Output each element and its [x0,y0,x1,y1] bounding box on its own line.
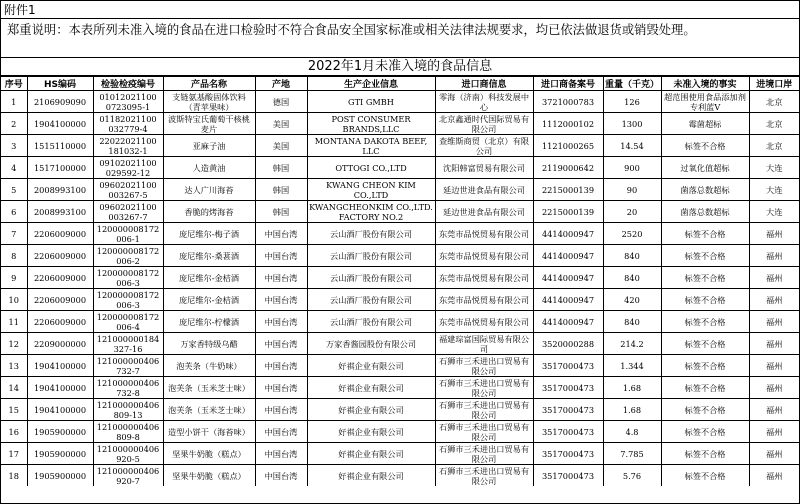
cell-origin: 中国台湾 [255,421,307,443]
cell-rejection-reason: 标签不合格 [661,223,749,245]
cell-manufacturer: 好祺企业有限公司 [307,399,435,421]
table-row [1,267,799,289]
cell-inspection-no: 120000008172 006-3 [93,289,163,311]
table-row [1,245,799,267]
cell-hs-code: 2206009000 [27,289,93,311]
cell-importer-record-no: 4414000947 [533,311,603,333]
cell-rejection-reason: 标签不合格 [661,289,749,311]
cell-seq: 18 [1,465,27,487]
cell-hs-code: 1517100000 [27,157,93,179]
table-row [1,377,799,399]
cell-hs-code: 2008993100 [27,179,93,201]
cell-manufacturer: 好祺企业有限公司 [307,465,435,487]
cell-seq: 1 [1,91,27,113]
cell-weight: 1300 [603,113,661,135]
header-origin: 产地 [255,77,307,91]
table-row [1,113,799,135]
cell-importer-record-no: 4414000947 [533,267,603,289]
cell-entry-port: 福州 [749,421,799,443]
cell-origin: 中国台湾 [255,223,307,245]
header-hs-code: HS编码 [27,77,93,91]
cell-seq: 15 [1,399,27,421]
cell-seq: 8 [1,245,27,267]
table-row [1,421,799,443]
cell-seq: 10 [1,289,27,311]
cell-entry-port: 福州 [749,465,799,487]
cell-rejection-reason: 标签不合格 [661,355,749,377]
cell-origin: 美国 [255,113,307,135]
header-weight: 重量（千克） [603,77,661,91]
cell-entry-port: 福州 [749,443,799,465]
cell-seq: 5 [1,179,27,201]
cell-weight: 900 [603,157,661,179]
cell-hs-code: 1905900000 [27,443,93,465]
cell-entry-port: 大连 [749,201,799,223]
table-body [1,91,799,487]
table-row [1,157,799,179]
cell-weight: 214.2 [603,333,661,355]
cell-product-name: 万家香特级乌醋 [163,333,255,355]
cell-weight: 420 [603,289,661,311]
cell-entry-port: 福州 [749,245,799,267]
cell-rejection-reason: 标签不合格 [661,377,749,399]
cell-inspection-no: 01182021100 032779-4 [93,113,163,135]
cell-seq: 13 [1,355,27,377]
cell-importer: 延边世进食品有限公司 [435,179,533,201]
cell-manufacturer: 云山酒厂股份有限公司 [307,267,435,289]
cell-weight: 840 [603,245,661,267]
cell-origin: 中国台湾 [255,333,307,355]
cell-product-name: 坚果牛奶脆（糕点） [163,465,255,487]
cell-rejection-reason: 标签不合格 [661,443,749,465]
cell-origin: 中国台湾 [255,465,307,487]
cell-importer: 零海（济南）科技发展中心 [435,91,533,113]
header-manufacturer: 生产企业信息 [307,77,435,91]
cell-importer: 石狮市三禾进出口贸易有限公司 [435,355,533,377]
cell-product-name: 亚麻子油 [163,135,255,157]
cell-seq: 4 [1,157,27,179]
cell-inspection-no: 120000008172 006-1 [93,223,163,245]
cell-origin: 中国台湾 [255,443,307,465]
cell-weight: 1.344 [603,355,661,377]
table-title: 2022年1月未准入境的食品信息 [1,58,799,76]
cell-rejection-reason: 超范围使用食品添加剂专利蓝V [661,91,749,113]
cell-importer: 石狮市三禾进出口贸易有限公司 [435,421,533,443]
cell-weight: 840 [603,311,661,333]
table-row [1,311,799,333]
cell-origin: 中国台湾 [255,377,307,399]
cell-hs-code: 1515110000 [27,135,93,157]
cell-importer-record-no: 3721000783 [533,91,603,113]
cell-weight: 1.68 [603,399,661,421]
cell-hs-code: 2206009000 [27,267,93,289]
cell-hs-code: 1904100000 [27,355,93,377]
cell-importer-record-no: 1112000102 [533,113,603,135]
cell-hs-code: 2206009000 [27,311,93,333]
cell-origin: 中国台湾 [255,267,307,289]
cell-weight: 1.68 [603,377,661,399]
header-inspection-no: 检验检疫编号 [93,77,163,91]
cell-rejection-reason: 霉菌超标 [661,113,749,135]
cell-entry-port: 福州 [749,223,799,245]
table-row [1,355,799,377]
table-row [1,333,799,355]
cell-rejection-reason: 标签不合格 [661,333,749,355]
cell-seq: 17 [1,443,27,465]
cell-seq: 3 [1,135,27,157]
cell-rejection-reason: 过氧化值超标 [661,157,749,179]
cell-inspection-no: 120000008172 006-4 [93,311,163,333]
cell-importer: 石狮市三禾进出口贸易有限公司 [435,377,533,399]
cell-importer: 东莞市品悦贸易有限公司 [435,289,533,311]
cell-importer-record-no: 2119000642 [533,157,603,179]
cell-inspection-no: 120000008172 006-2 [93,245,163,267]
cell-importer-record-no: 2215000139 [533,201,603,223]
header-rejection-reason: 未准入境的事实 [661,77,749,91]
cell-rejection-reason: 菌落总数超标 [661,179,749,201]
cell-importer: 东莞市品悦贸易有限公司 [435,245,533,267]
cell-manufacturer: 好祺企业有限公司 [307,421,435,443]
cell-hs-code: 2209000000 [27,333,93,355]
cell-product-name: 庞尼维尔-梅子酒 [163,223,255,245]
cell-entry-port: 福州 [749,399,799,421]
cell-product-name: 庞尼维尔-桑葚酒 [163,245,255,267]
cell-importer-record-no: 3517000473 [533,377,603,399]
cell-inspection-no: 09602021100 003267-7 [93,201,163,223]
cell-seq: 9 [1,267,27,289]
cell-entry-port: 北京 [749,91,799,113]
cell-importer: 延边世进食品有限公司 [435,201,533,223]
cell-manufacturer: KWANG CHEON KIM CO.,LTD [307,179,435,201]
cell-product-name: 支链氨基酸固体饮料（青苹果味） [163,91,255,113]
cell-manufacturer: 云山酒厂股份有限公司 [307,223,435,245]
cell-entry-port: 福州 [749,377,799,399]
cell-importer-record-no: 3520000288 [533,333,603,355]
cell-importer: 北京鑫通时代国际贸易有限公司 [435,113,533,135]
cell-manufacturer: 云山酒厂股份有限公司 [307,289,435,311]
header-seq: 序号 [1,77,27,91]
cell-entry-port: 北京 [749,113,799,135]
cell-product-name: 人造黄油 [163,157,255,179]
cell-importer: 东莞市品悦贸易有限公司 [435,223,533,245]
cell-hs-code: 1904100000 [27,377,93,399]
cell-origin: 中国台湾 [255,355,307,377]
cell-importer-record-no: 3517000473 [533,443,603,465]
cell-weight: 20 [603,201,661,223]
cell-manufacturer: GTI GMBH [307,91,435,113]
cell-entry-port: 福州 [749,333,799,355]
cell-inspection-no: 09602021100 003267-5 [93,179,163,201]
cell-rejection-reason: 菌落总数超标 [661,201,749,223]
cell-seq: 7 [1,223,27,245]
cell-hs-code: 2106909090 [27,91,93,113]
cell-importer-record-no: 4414000947 [533,289,603,311]
header-importer: 进口商信息 [435,77,533,91]
table-row [1,465,799,487]
food-info-table [1,76,799,486]
cell-product-name: 达人广川海苔 [163,179,255,201]
cell-importer: 石狮市三禾进出口贸易有限公司 [435,399,533,421]
cell-inspection-no: 121000000406 809-8 [93,421,163,443]
cell-weight: 4.8 [603,421,661,443]
cell-inspection-no: 121000000406 920-7 [93,465,163,487]
cell-origin: 韩国 [255,201,307,223]
table-row [1,223,799,245]
table-row [1,289,799,311]
cell-hs-code: 1904100000 [27,399,93,421]
cell-manufacturer: 万家香酱园股份有限公司 [307,333,435,355]
cell-weight: 7.785 [603,443,661,465]
cell-importer: 沈阳韩富贸易有限公司 [435,157,533,179]
cell-hs-code: 2206009000 [27,223,93,245]
cell-product-name: 泡芙条（玉米芝士味） [163,377,255,399]
table-header-row [1,77,799,91]
cell-importer: 东莞市品悦贸易有限公司 [435,267,533,289]
cell-inspection-no: 121000000406 920-5 [93,443,163,465]
cell-hs-code: 1904100000 [27,113,93,135]
cell-importer: 石狮市三禾进出口贸易有限公司 [435,443,533,465]
cell-inspection-no: 22022021100 181032-1 [93,135,163,157]
cell-rejection-reason: 标签不合格 [661,421,749,443]
cell-manufacturer: POST CONSUMER BRANDS,LLC [307,113,435,135]
cell-seq: 6 [1,201,27,223]
cell-importer: 东莞市品悦贸易有限公司 [435,311,533,333]
cell-importer-record-no: 3517000473 [533,355,603,377]
cell-importer-record-no: 3517000473 [533,399,603,421]
cell-rejection-reason: 标签不合格 [661,465,749,487]
cell-inspection-no: 121000000406 732-8 [93,377,163,399]
cell-weight: 14.54 [603,135,661,157]
cell-origin: 韩国 [255,157,307,179]
cell-manufacturer: KWANGCHEONKIM CO.,LTD. FACTORY NO.2 [307,201,435,223]
cell-manufacturer: 好祺企业有限公司 [307,377,435,399]
cell-seq: 16 [1,421,27,443]
cell-weight: 90 [603,179,661,201]
cell-product-name: 波斯特宝氏葡萄干核桃麦片 [163,113,255,135]
cell-hs-code: 2008993100 [27,201,93,223]
cell-entry-port: 大连 [749,179,799,201]
cell-manufacturer: 好祺企业有限公司 [307,355,435,377]
cell-entry-port: 福州 [749,311,799,333]
cell-manufacturer: OTTOGI CO.,LTD [307,157,435,179]
cell-origin: 德国 [255,91,307,113]
table-row [1,91,799,113]
cell-importer-record-no: 4414000947 [533,223,603,245]
cell-importer-record-no: 3517000473 [533,421,603,443]
cell-origin: 韩国 [255,179,307,201]
cell-manufacturer: 好祺企业有限公司 [307,443,435,465]
notice-text: 郑重说明：本表所列未准入境的食品在进口检验时不符合食品安全国家标准或相关法律法规要求，均已依法做退货或销毁处理。 [1,19,799,58]
cell-importer: 查维斯商贸（北京）有限公司 [435,135,533,157]
cell-inspection-no: 120000008172 006-3 [93,267,163,289]
cell-rejection-reason: 标签不合格 [661,267,749,289]
cell-manufacturer: 云山酒厂股份有限公司 [307,311,435,333]
cell-product-name: 庞尼维尔-柠檬酒 [163,311,255,333]
cell-weight: 2520 [603,223,661,245]
cell-product-name: 泡芙条（玉米芝士味） [163,399,255,421]
cell-origin: 中国台湾 [255,311,307,333]
header-importer-record-no: 进口商备案号 [533,77,603,91]
cell-importer-record-no: 3517000473 [533,465,603,487]
cell-importer: 福建琮富国际贸易有限公司 [435,333,533,355]
cell-seq: 12 [1,333,27,355]
cell-inspection-no: 121000000406 732-7 [93,355,163,377]
cell-rejection-reason: 标签不合格 [661,311,749,333]
cell-product-name: 坚果牛奶脆（糕点） [163,443,255,465]
cell-product-name: 造型小饼干（海苔味） [163,421,255,443]
cell-entry-port: 福州 [749,267,799,289]
cell-entry-port: 大连 [749,157,799,179]
cell-seq: 2 [1,113,27,135]
cell-seq: 11 [1,311,27,333]
table-row [1,179,799,201]
table-row [1,443,799,465]
cell-manufacturer: MONTANA DAKOTA BEEF, LLC [307,135,435,157]
cell-importer-record-no: 1121000265 [533,135,603,157]
cell-entry-port: 北京 [749,135,799,157]
cell-inspection-no: 121000000184 327-16 [93,333,163,355]
header-product-name: 产品名称 [163,77,255,91]
cell-importer-record-no: 4414000947 [533,245,603,267]
cell-product-name: 香脆的烤海苔 [163,201,255,223]
cell-entry-port: 福州 [749,355,799,377]
cell-rejection-reason: 标签不合格 [661,245,749,267]
cell-product-name: 泡芙条（牛奶味） [163,355,255,377]
cell-weight: 126 [603,91,661,113]
cell-product-name: 庞尼维尔-金桔酒 [163,289,255,311]
cell-hs-code: 2206009000 [27,245,93,267]
cell-inspection-no: 09102021100 029592-12 [93,157,163,179]
cell-origin: 美国 [255,135,307,157]
cell-origin: 中国台湾 [255,245,307,267]
cell-weight: 5.76 [603,465,661,487]
cell-inspection-no: 01012021100 0723095-1 [93,91,163,113]
cell-origin: 中国台湾 [255,289,307,311]
cell-rejection-reason: 标签不合格 [661,399,749,421]
cell-importer: 石狮市三禾进出口贸易有限公司 [435,465,533,487]
cell-hs-code: 1905900000 [27,465,93,487]
cell-manufacturer: 云山酒厂股份有限公司 [307,245,435,267]
cell-product-name: 庞尼维尔-金桔酒 [163,267,255,289]
cell-weight: 840 [603,267,661,289]
table-row [1,201,799,223]
cell-rejection-reason: 标签不合格 [661,135,749,157]
cell-seq: 14 [1,377,27,399]
cell-inspection-no: 121000000406 809-13 [93,399,163,421]
header-entry-port: 进境口岸 [749,77,799,91]
cell-hs-code: 1905900000 [27,421,93,443]
table-row [1,135,799,157]
cell-entry-port: 福州 [749,289,799,311]
attachment-label: 附件1 [1,1,799,19]
table-row [1,399,799,421]
cell-importer-record-no: 2215000139 [533,179,603,201]
cell-origin: 中国台湾 [255,399,307,421]
